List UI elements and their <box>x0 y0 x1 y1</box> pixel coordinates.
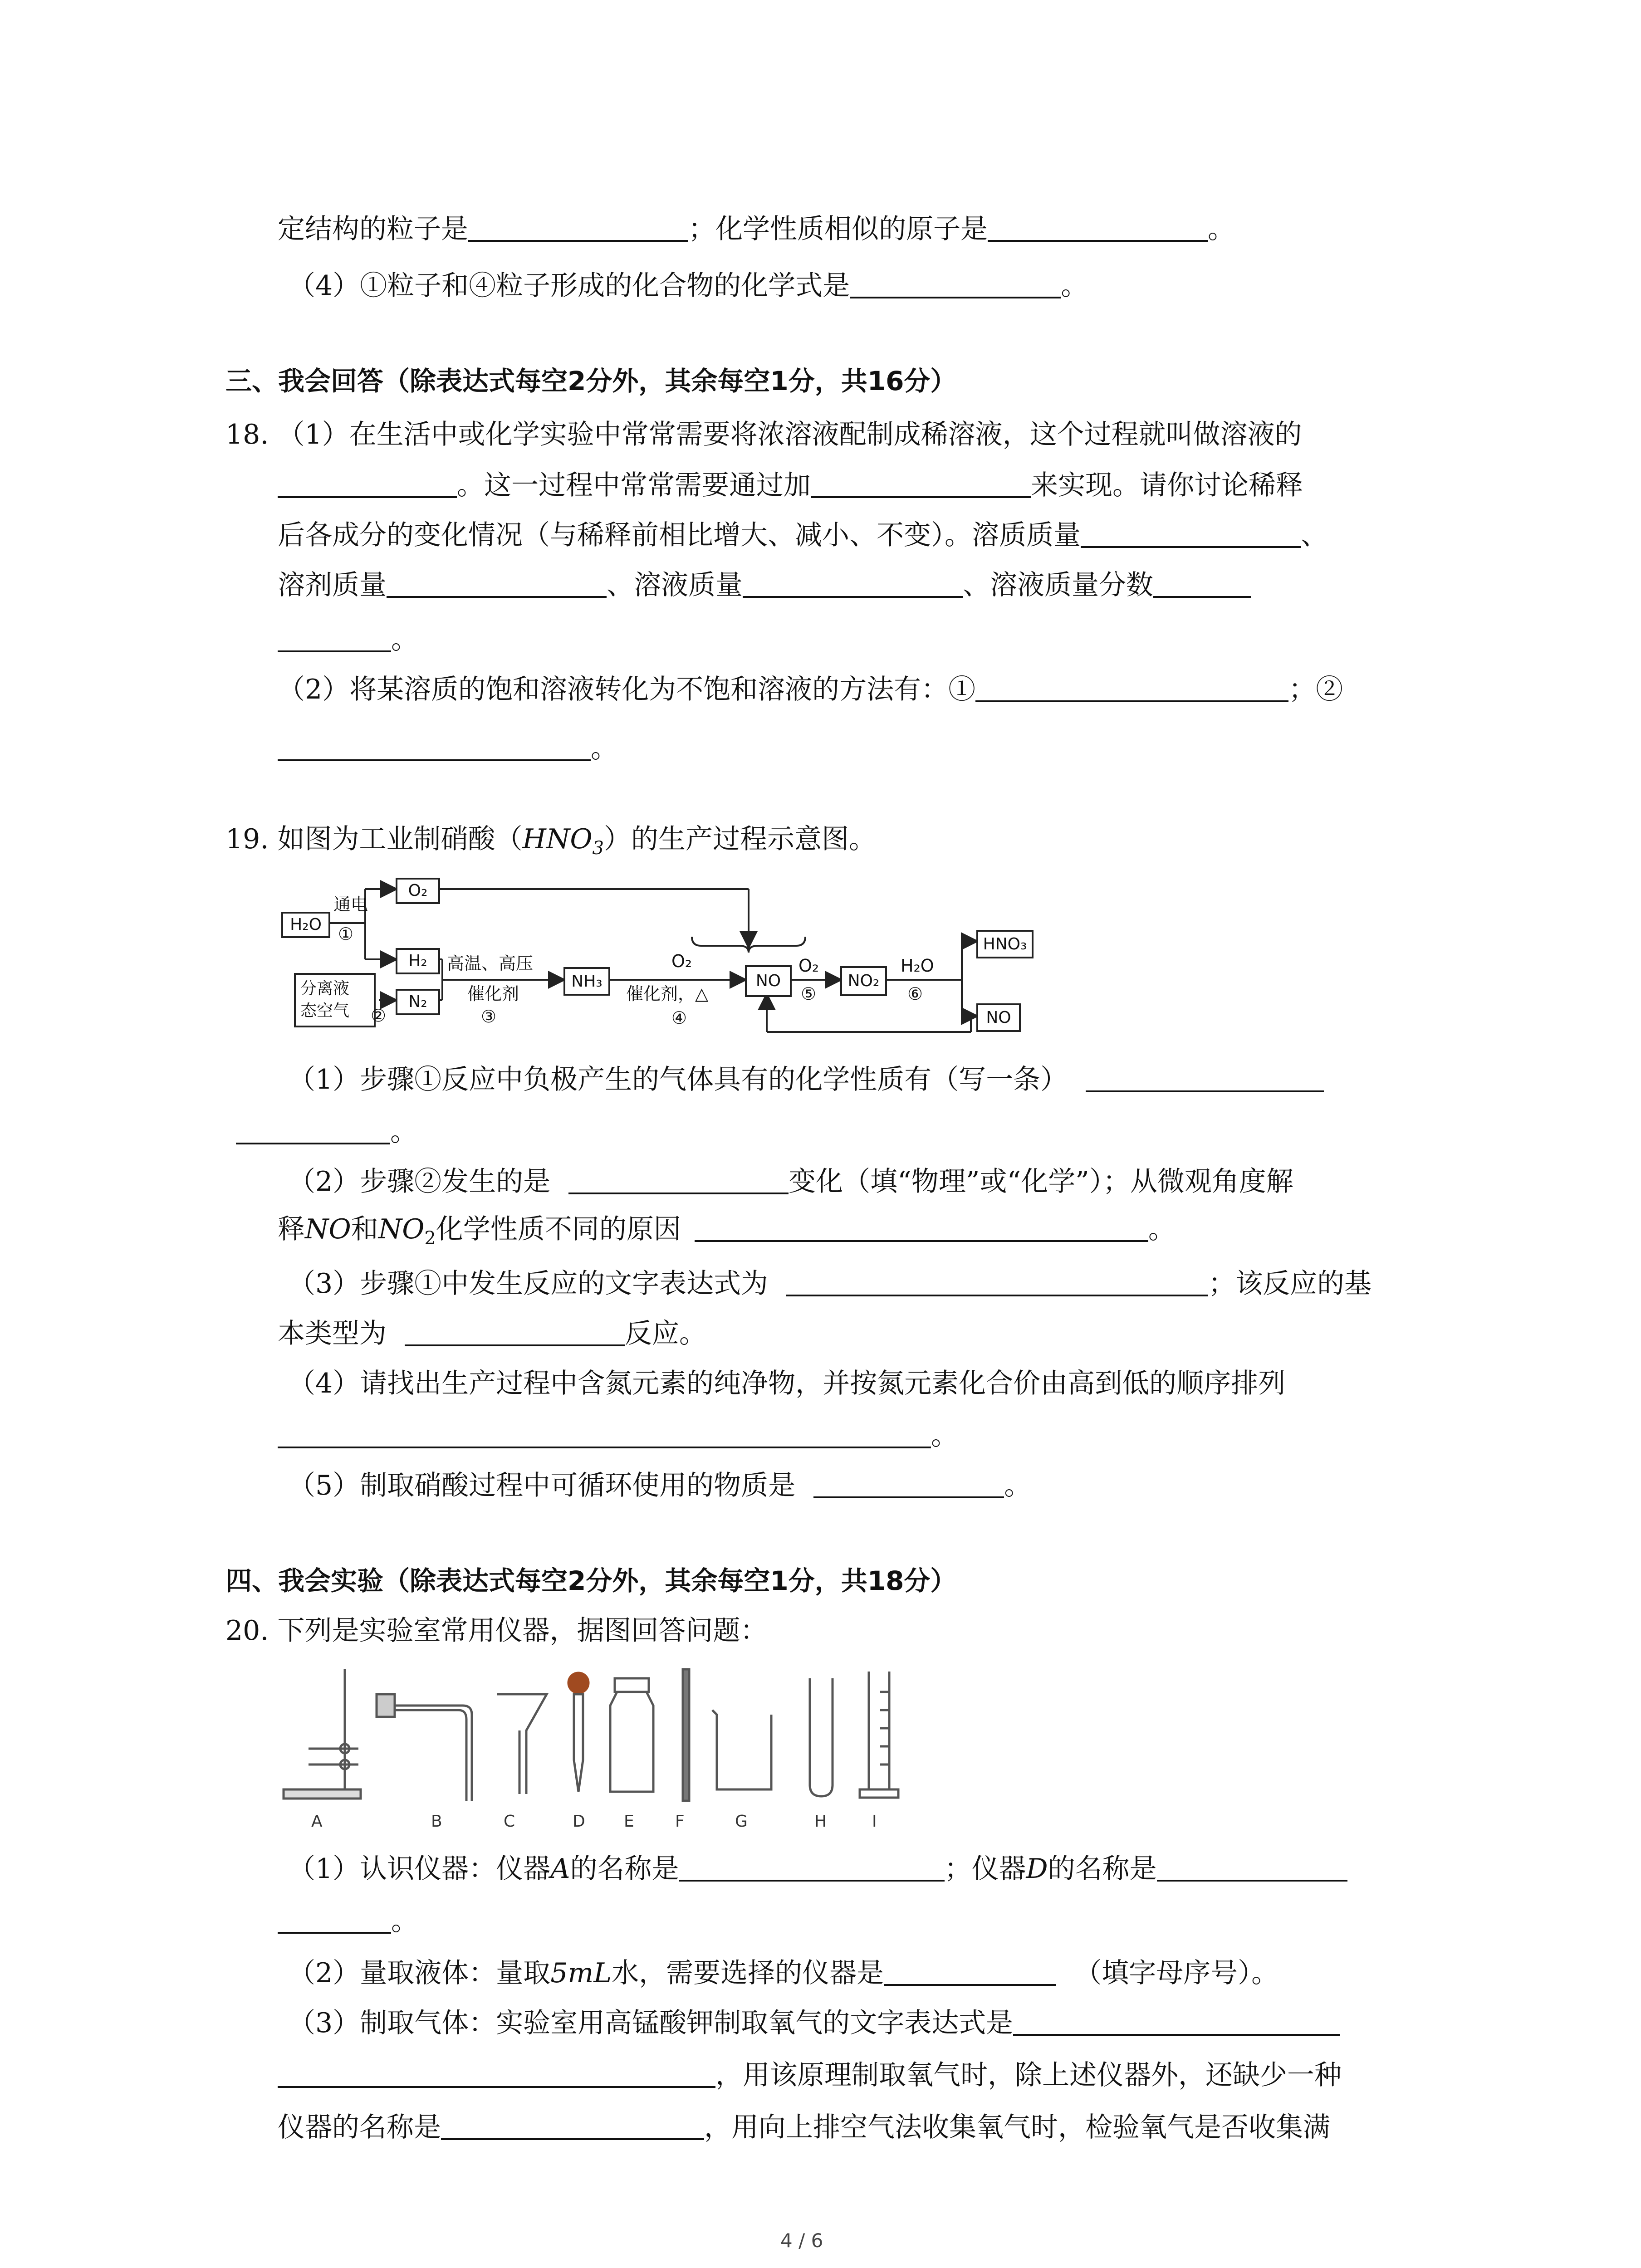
apparatus-label-d: D <box>573 1812 585 1831</box>
step-3-marker: ③ <box>481 1007 497 1026</box>
q19-part-4-cont: 。 <box>278 1418 958 1454</box>
q20-part-1: （1）认识仪器：仪器A的名称是 ；仪器D的名称是 <box>288 1851 1347 1887</box>
condition-catalyst: 催化剂 <box>467 984 519 1004</box>
q18-line-2: 。这一过程中常常需要通过加 来实现。请你讨论稀释 <box>278 467 1303 503</box>
answer-blank[interactable] <box>1013 2006 1340 2036</box>
q20-part-3-cont: ，用该原理制取氧气时，除上述仪器外，还缺少一种 <box>278 2057 1342 2093</box>
q18-line-7: 。 <box>278 730 618 767</box>
apparatus-label-a: A <box>311 1812 323 1831</box>
h2-box: H₂ <box>396 948 440 974</box>
step-5-marker: ⑤ <box>801 984 817 1004</box>
q17-line-a: 定结构的粒子是 ；化学性质相似的原子是 。 <box>278 211 1235 247</box>
q19-part-4: （4）请找出生产过程中含氮元素的纯净物，并按氮元素化合价由高到低的顺序排列 <box>288 1368 1286 1399</box>
apparatus-label-g: G <box>735 1812 748 1831</box>
answer-blank[interactable] <box>441 2110 704 2140</box>
q19-intro: 19. 如图为工业制硝酸$(HNO_3)$的生产过程示意图。 <box>225 823 876 859</box>
q20-part-3: （3）制取气体：实验室用高锰酸钾制取氧气的文字表达式是 <box>288 2005 1340 2041</box>
page-number: 4 / 6 <box>780 2229 823 2252</box>
electrolysis-label: 通电 <box>333 894 368 914</box>
q18-line-6: （2）将某溶质的饱和溶液转化为不饱和溶液的方法有：① ；② <box>278 671 1343 708</box>
stopper-delivery-tube-icon <box>377 1694 472 1801</box>
q18-line-4: 溶剂质量 、溶液质量 、溶液质量分数 <box>278 567 1251 603</box>
q19-part-2: （2）步骤②发生的是 变化（填“物理”或“化学”）；从微观角度解 <box>288 1163 1293 1200</box>
answer-blank[interactable] <box>679 1852 945 1882</box>
condition-high-temp-pressure: 高温、高压 <box>447 953 534 973</box>
no2-box: NO₂ <box>840 966 887 996</box>
apparatus-label-f: F <box>675 1812 685 1831</box>
h2o-step6-label: H₂O <box>901 956 934 976</box>
o2-step5-label: O₂ <box>798 956 819 976</box>
n2-box: N₂ <box>396 989 440 1015</box>
answer-blank[interactable] <box>278 2058 715 2088</box>
o2-box: O₂ <box>396 878 440 904</box>
step-2-marker: ② <box>371 1006 387 1026</box>
graduated-cylinder-icon <box>860 1672 898 1798</box>
q19-part-2-cont: 释NO和$NO_2$化学性质不同的原因 。 <box>278 1211 1176 1256</box>
apparatus-label-c: C <box>504 1812 515 1831</box>
q20-part-1-cont: 。 <box>278 1903 418 1939</box>
iron-stand-icon <box>284 1669 361 1799</box>
apparatus-label-b: B <box>431 1812 442 1831</box>
q17-line-b: （4）①粒子和④粒子形成的化合物的化学式是 。 <box>288 268 1088 304</box>
funnel-icon <box>497 1694 547 1794</box>
section-4-title: 四、我会实验（除表达式每空2分外，其余每空1分，共18分） <box>225 1565 957 1596</box>
reagent-bottle-icon <box>610 1678 653 1792</box>
q19-part-3-cont: 本类型为 反应。 <box>278 1315 706 1352</box>
answer-blank[interactable] <box>884 1956 1056 1986</box>
q18-line-1: 18. （1）在生活中或化学实验中常常需要将浓溶液配制成稀溶液，这个过程就叫做溶液的 <box>225 419 1302 450</box>
step-4-marker: ④ <box>671 1008 687 1028</box>
catalyst-heat-label: 催化剂，△ <box>626 984 709 1004</box>
q19-part-1: （1）步骤①反应中负极产生的气体具有的化学性质有（写一条） <box>288 1061 1324 1098</box>
q18-line-5: 。 <box>278 621 418 658</box>
answer-blank[interactable] <box>278 1904 391 1934</box>
q20-part-2: （2）量取液体：量取5mL水，需要选择的仪器是 （填字母序号）。 <box>288 1955 1279 1991</box>
nh3-box: NH₃ <box>563 967 610 996</box>
q18-line-3: 后各成分的变化情况（与稀释前相比增大、减小、不变）。溶质质量 、 <box>278 517 1328 553</box>
answer-blank[interactable] <box>1157 1852 1347 1882</box>
step-6-marker: ⑥ <box>907 984 923 1004</box>
liquid-air-separation-box: 分离液 态空气 <box>294 973 376 1027</box>
o2-input-label: O₂ <box>671 951 692 971</box>
apparatus-label-i: I <box>872 1812 877 1831</box>
q20-intro: 20. 下列是实验室常用仪器，据图回答问题： <box>225 1615 768 1647</box>
section-3-title: 三、我会回答（除表达式每空2分外，其余每空1分，共16分） <box>225 366 957 396</box>
dropper-icon <box>568 1673 588 1792</box>
no-output-box: NO <box>976 1003 1021 1032</box>
q20-part-3-cont-2: 仪器的名称是 ，用向上排空气法收集氧气时，检验氧气是否收集满 <box>278 2109 1330 2146</box>
q19-part-3: （3）步骤①中发生反应的文字表达式为 ；该反应的基 <box>288 1266 1372 1302</box>
hno3-box: HNO₃ <box>976 930 1034 958</box>
apparatus-label-e: E <box>624 1812 634 1831</box>
q19-part-5: （5）制取硝酸过程中可循环使用的物质是 。 <box>288 1467 1031 1504</box>
no-box: NO <box>745 965 792 997</box>
q19-part-1-cont: 。 <box>236 1114 417 1150</box>
beaker-icon <box>712 1710 771 1789</box>
test-tube-icon <box>810 1678 833 1796</box>
step-1-marker: ① <box>338 924 354 944</box>
glass-rod-icon <box>683 1669 689 1801</box>
h2o-box: H₂O <box>281 912 330 938</box>
apparatus-label-h: H <box>814 1812 827 1831</box>
